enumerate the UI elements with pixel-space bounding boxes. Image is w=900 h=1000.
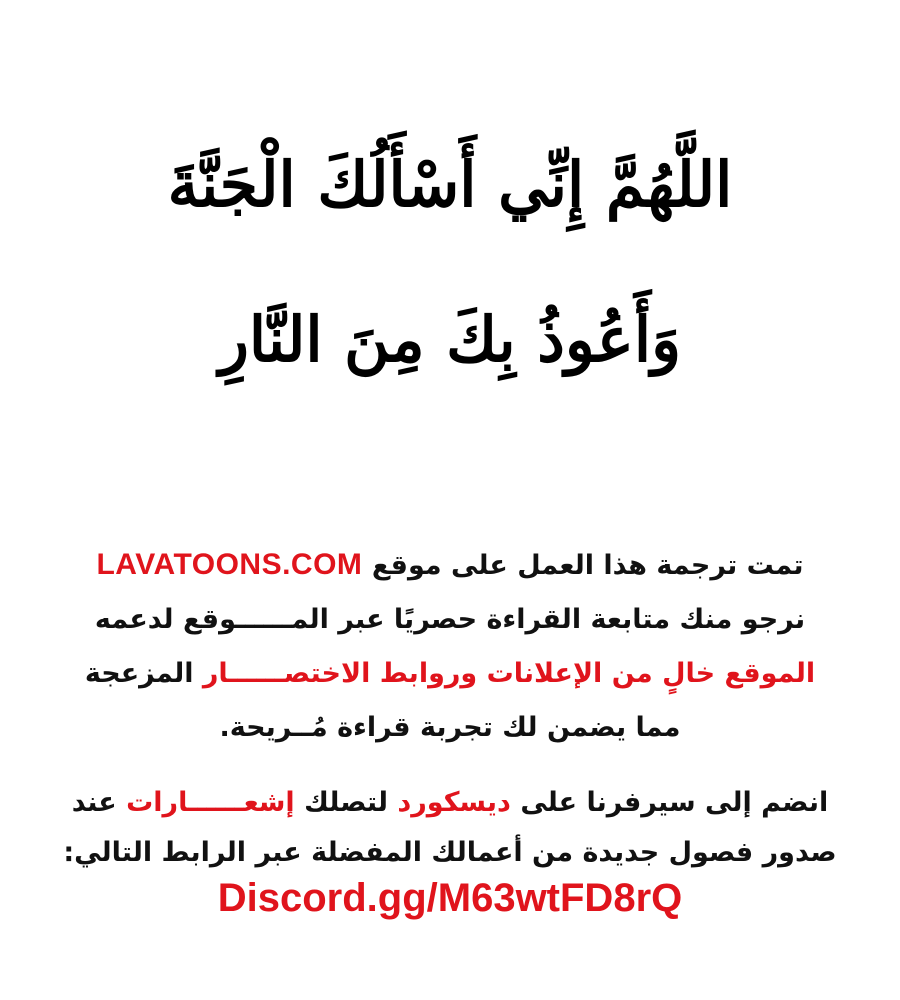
discord-line-1 xyxy=(30,778,870,828)
notice-line-1 xyxy=(30,538,870,593)
notice-line-3-rest: المزعجة xyxy=(84,658,194,689)
dua-line-2: وَأَعُوذُ بِكَ مِنَ النَّارِ xyxy=(218,303,682,376)
dua-line-1: اللَّهُمَّ إِنِّي أَسْأَلُكَ الْجَنَّةَ xyxy=(167,148,733,221)
notice-line-4: مما يضمن لك تجربة قراءة مُــريحة. xyxy=(219,712,681,743)
ad-free-highlight: الموقع خالٍ من الإعلانات وروابط الاختصــــــار xyxy=(202,658,816,689)
translation-notice xyxy=(30,538,870,755)
discord-line-1-part1: انضم إلى سيرفرنا على xyxy=(520,787,829,818)
notice-line-2: نرجو منك متابعة القراءة حصريًا عبر المــــــوقع لدعمه xyxy=(94,604,806,635)
discord-line-2: صدور فصول جديدة من أعمالك المفضلة عبر الرابط التالي: xyxy=(63,837,837,868)
notice-line-1-text: تمت ترجمة هذا العمل على موقع xyxy=(371,550,804,581)
discord-line-1-part2: لتصلك xyxy=(304,787,388,818)
discord-word: ديسكورد xyxy=(397,787,511,818)
notifications-word: إشعــــــارات xyxy=(126,787,295,818)
discord-invite-link[interactable]: Discord.gg/M63wtFD8rQ xyxy=(217,876,683,920)
discord-line-1-part3: عند xyxy=(71,787,117,818)
notice-line-3 xyxy=(30,647,870,701)
discord-invite xyxy=(30,778,870,878)
site-name: LAVATOONS.COM xyxy=(96,548,363,581)
